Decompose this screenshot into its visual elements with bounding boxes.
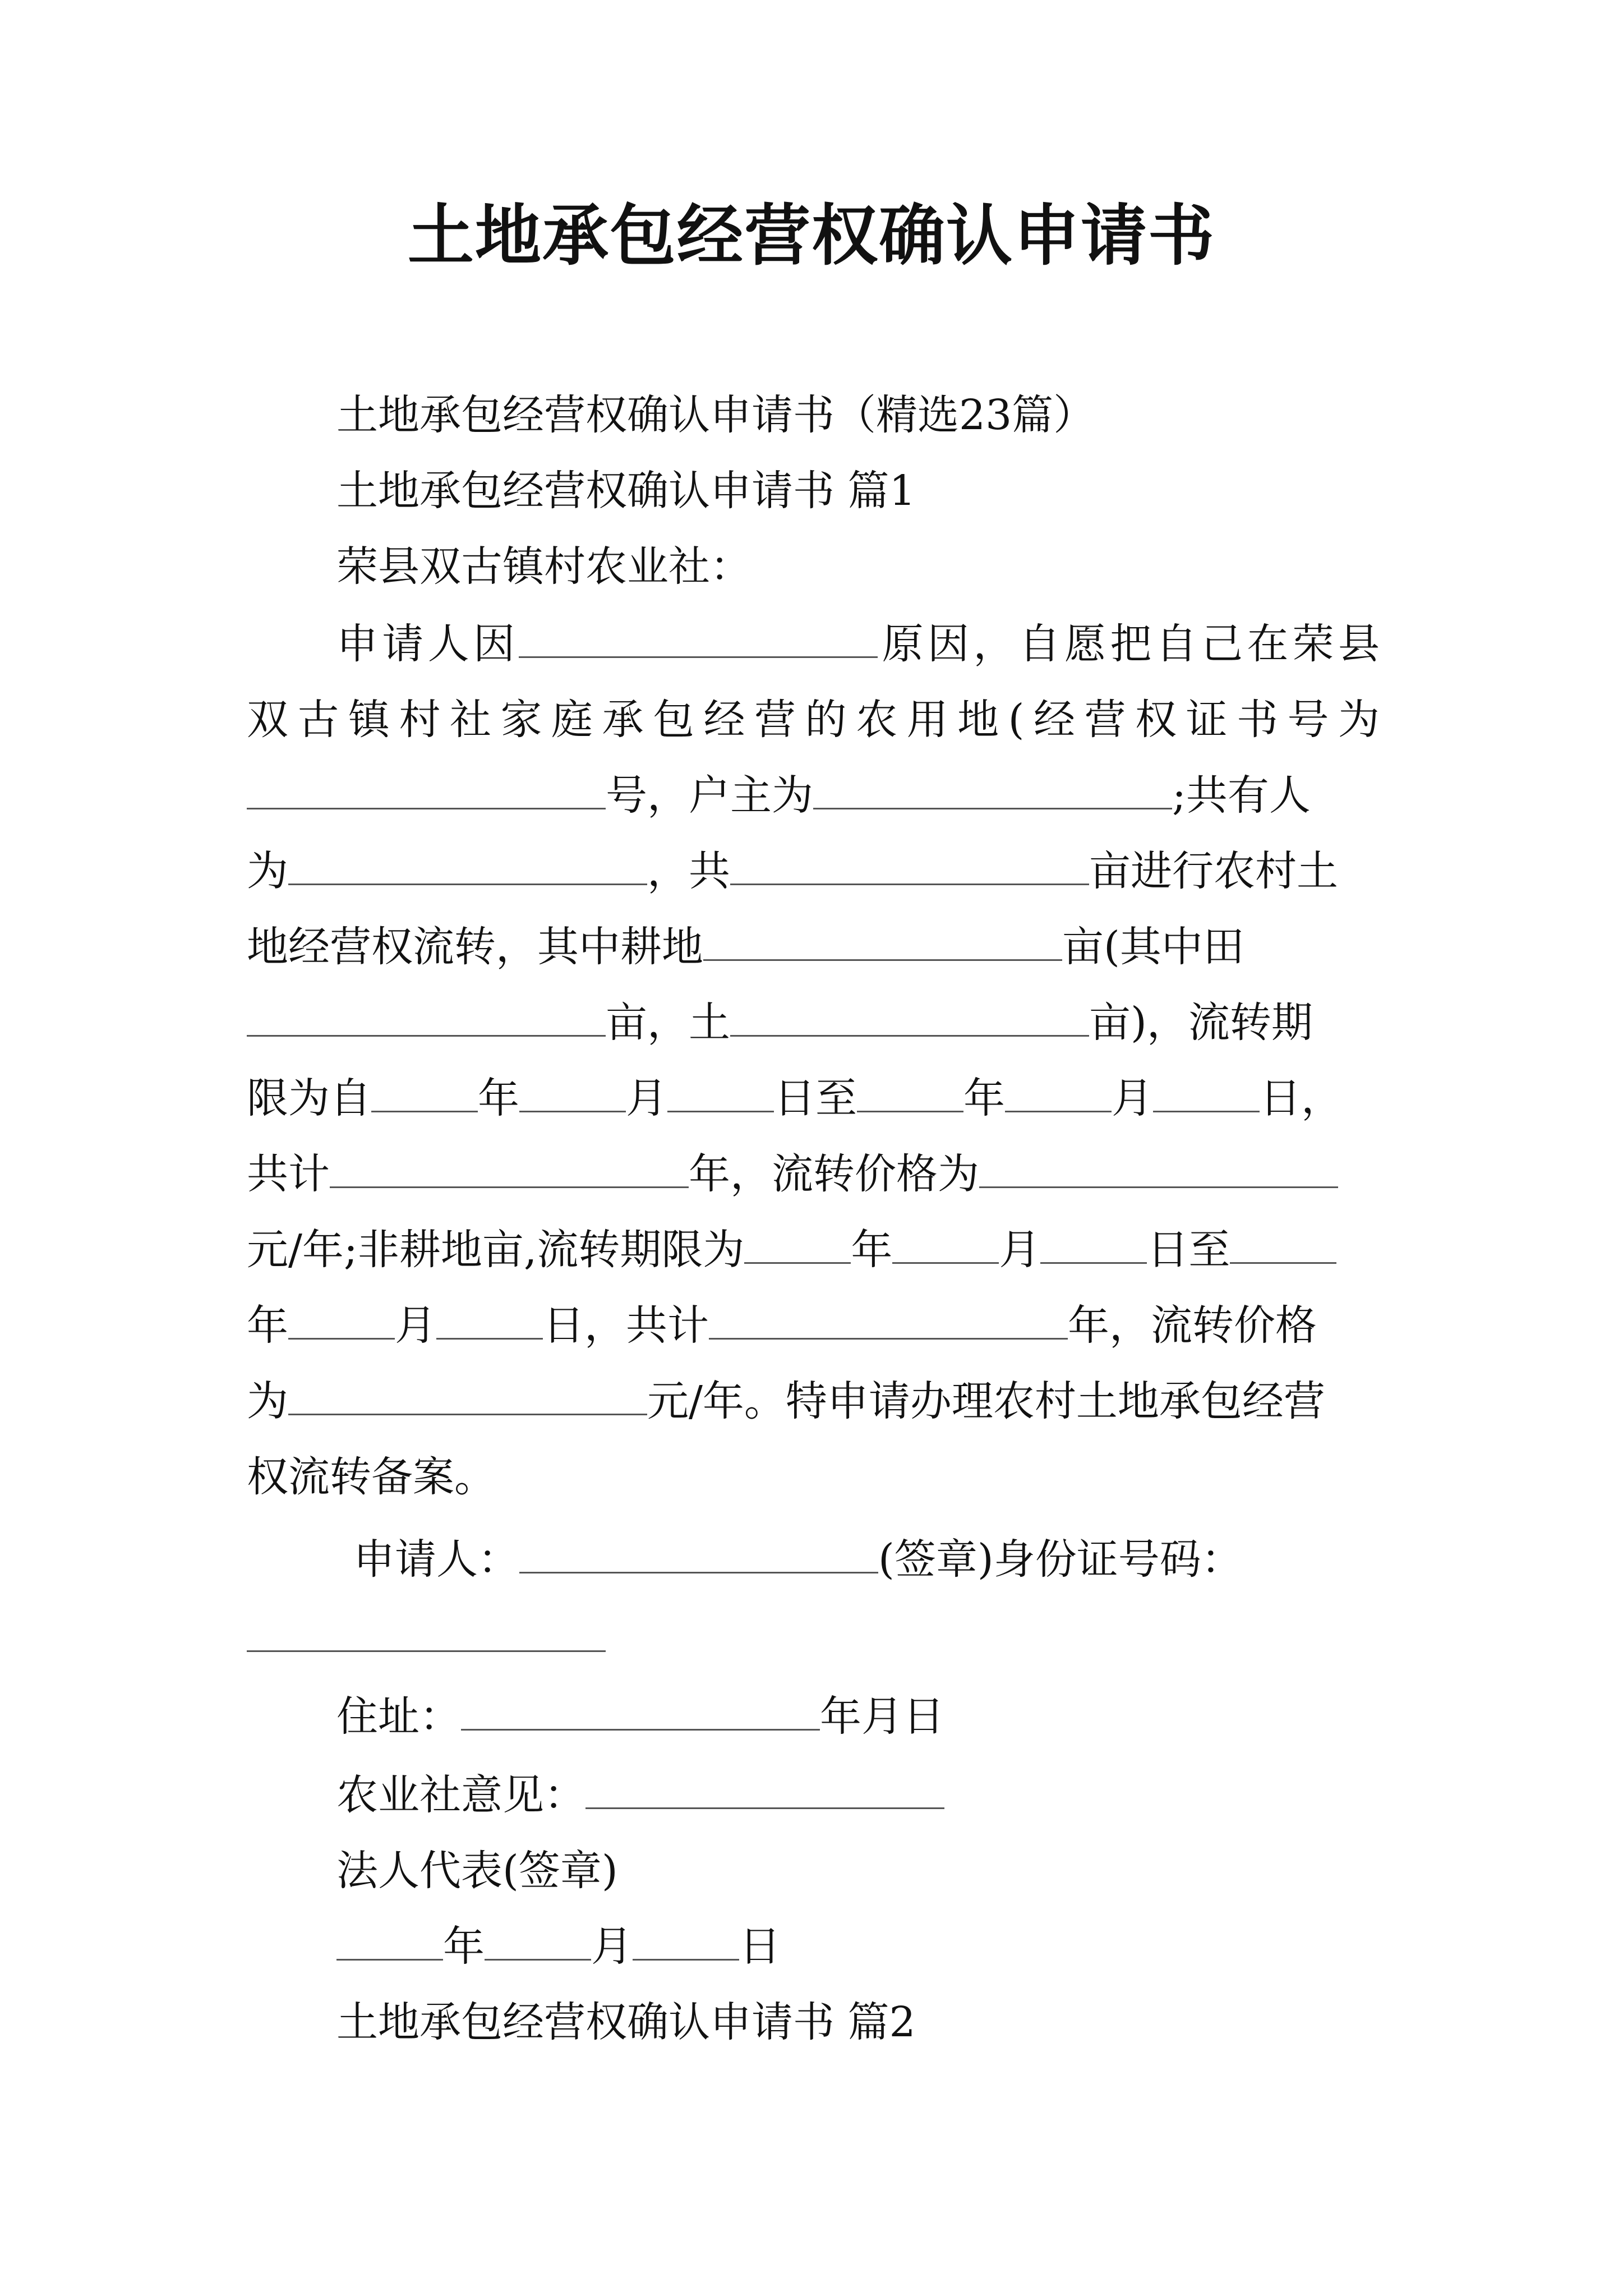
blank-co-owner (288, 843, 647, 885)
blank-start-day (667, 1070, 774, 1112)
document-subtitle: 土地承包经营权确认申请书（精选23篇） (336, 391, 1095, 439)
paragraph-line-2: 双古镇村社家庭承包经营的农用地(经营权证书号为 (247, 696, 1380, 744)
blank-end-day (1153, 1070, 1260, 1112)
blank-date-year (336, 1918, 443, 1961)
blank-id-number (247, 1610, 606, 1652)
blank-total-area (730, 843, 1089, 885)
paragraph-line-8: 共计 年，流转价格为 (247, 1146, 1380, 1202)
blank-paddy-area (247, 995, 606, 1037)
blank-nonfarm-total-years (709, 1297, 1068, 1340)
blank-reason (519, 616, 878, 658)
id-number-line (247, 1610, 1380, 1666)
address-line: 住址： 年月日 (336, 1688, 1380, 1745)
blank-start-year (371, 1070, 478, 1112)
paragraph-line-11: 为 元/年。特申请办理农村土地承包经营 (247, 1373, 1380, 1429)
blank-farmland-area (703, 919, 1062, 961)
blank-nonfarm-start-year (744, 1222, 851, 1264)
document-title: 土地承包经营权确认申请书 (407, 196, 1215, 274)
opinion-line: 农业社意见： (336, 1767, 1380, 1823)
blank-nonfarm-start-day (1040, 1222, 1147, 1264)
blank-end-year (857, 1070, 963, 1112)
blank-nonfarm-end-year (1230, 1222, 1336, 1264)
blank-total-years (330, 1146, 689, 1188)
paragraph-line-1: 申请人因 原因，自愿把自己在荣县 (336, 616, 1380, 672)
blank-nonfarm-start-month (892, 1222, 999, 1264)
paragraph-line-3: 号，户主为 ;共有人 (247, 767, 1380, 823)
blank-date-month (485, 1918, 591, 1961)
blank-nonfarm-end-month (288, 1297, 395, 1340)
paragraph-line-6: 亩，土 亩)，流转期 (247, 995, 1380, 1051)
paragraph-line-7: 限为自 年 月 日至 年 月 日， (247, 1070, 1380, 1126)
blank-start-month (519, 1070, 626, 1112)
paragraph-line-5: 地经营权流转，其中耕地 亩(其中田 (247, 919, 1380, 975)
blank-price (979, 1146, 1338, 1188)
paragraph-line-10: 年 月 日，共计 年，流转价格 (247, 1297, 1380, 1354)
blank-household-head (813, 767, 1172, 809)
section-heading-1: 土地承包经营权确认申请书 篇1 (336, 467, 916, 515)
blank-address (461, 1688, 820, 1731)
blank-applicant-name (519, 1531, 878, 1573)
paragraph-line-9: 元/年;非耕地亩,流转期限为 年 月 日至 (247, 1222, 1380, 1278)
applicant-line: 申请人： (签章)身份证号码： (353, 1531, 1380, 1588)
blank-nonfarm-end-day (436, 1297, 543, 1340)
legal-representative: 法人代表(签章) (336, 1847, 618, 1895)
blank-dry-land-area (730, 995, 1089, 1037)
blank-opinion (585, 1767, 944, 1809)
addressee: 荣县双古镇村农业社： (336, 542, 751, 591)
paragraph-line-12: 权流转备案。 (247, 1453, 496, 1501)
paragraph-line-4: 为 ，共 亩进行农村土 (247, 843, 1380, 899)
section-heading-2: 土地承包经营权确认申请书 篇2 (336, 1998, 916, 2046)
blank-nonfarm-price (288, 1373, 647, 1415)
blank-end-month (1005, 1070, 1112, 1112)
blank-certificate-no (247, 767, 606, 809)
date-line: 年 月 日 (336, 1918, 1380, 1975)
blank-date-day (633, 1918, 739, 1961)
